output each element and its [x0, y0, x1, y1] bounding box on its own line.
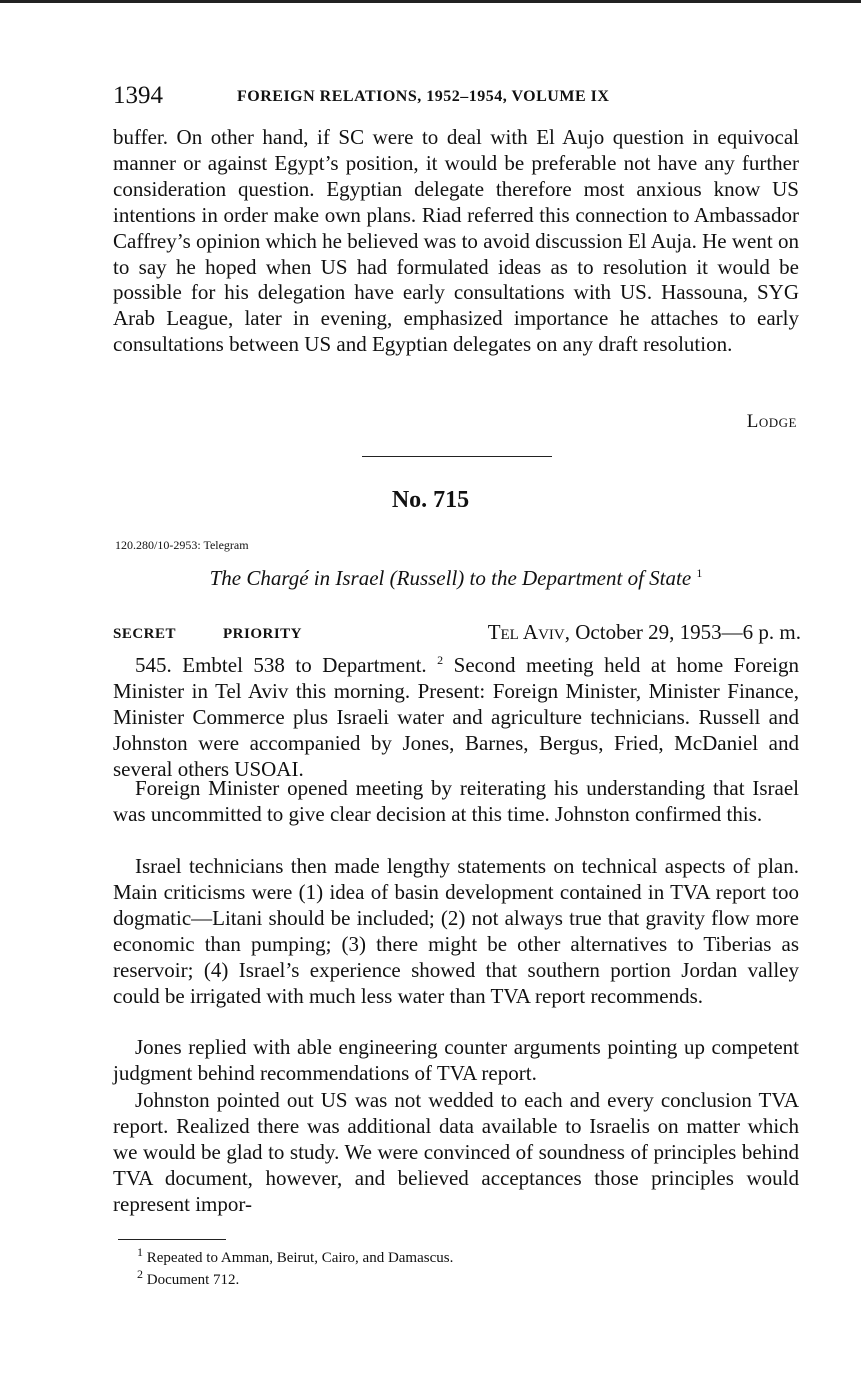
- body-paragraph-4-text: Jones replied with able engineering counter arguments pointing up competent judgment behind recommendations of TVA report.: [113, 1035, 799, 1085]
- footnote-1-mark: 1: [137, 1245, 143, 1259]
- footnote-2: [137, 1267, 239, 1289]
- dateline: [488, 620, 801, 645]
- document-title: [0, 566, 861, 591]
- footnote-1-text: Repeated to Amman, Beirut, Cairo, and Damascus.: [143, 1250, 454, 1266]
- file-reference: 120.280/10-2953: Telegram: [115, 538, 249, 552]
- footnote-divider: [118, 1239, 226, 1240]
- precedence-label: PRIORITY: [223, 626, 303, 642]
- footnote-ref-2: 2: [437, 653, 444, 667]
- footnote-2-mark: 2: [137, 1267, 143, 1281]
- body-paragraph-2: [113, 776, 799, 828]
- body-paragraph-5-text: Johnston pointed out US was not wedded to each and every conclusion TVA report. Realized there was additional data available to Israelis on matter which we would be glad to study. We were convinced of soundness of principles behind TVA document, however, and believed acceptances those principles would represent impor-: [113, 1088, 799, 1216]
- body-paragraph-3-text: Israel technicians then made lengthy statements on technical aspects of plan. Main criticisms were (1) idea of basin development contained in TVA report too dogmatic—Litani should be included; (2) not always true that gravity flow more economic than pumping; (3) there might be other alternatives to Tiberias as reservoir; (4) Israel’s experience showed that southern portion Jordan valley could be irrigated with much less water than TVA report recommends.: [113, 854, 799, 1008]
- document-number: No. 715: [391, 487, 470, 513]
- section-divider: [362, 456, 552, 457]
- signature: Lodge: [746, 411, 797, 432]
- dateline-place: Tel Aviv: [487, 620, 565, 644]
- continuation-paragraph: buffer. On other hand, if SC were to deal with El Aujo question in equivocal manner or against Egypt’s position, it would be preferable not have any further consideration question. Egyptian delegate therefore most anxious know US intentions in order make own plans. Riad referred this connection to Ambassador Caffrey’s opinion which he believed was to avoid discussion El Auja. He went on to say he hoped when US had formulated ideas as to resolution it would be possible for his delegation have early consultations with US. Hassouna, SYG Arab League, later in evening, emphasized importance he attaches to early consultations between US and Egyptian delegates on any draft resolution.: [113, 125, 799, 357]
- body-paragraph-3: [113, 854, 799, 1009]
- body-paragraph-5: [113, 1088, 799, 1218]
- classification-label: SECRET: [113, 626, 177, 642]
- dateline-date: , October 29, 1953—6 p. m.: [564, 620, 801, 644]
- document-title-text: The Chargé in Israel (Russell) to the Department of State: [209, 566, 692, 590]
- page-number: 1394: [113, 82, 163, 109]
- body-paragraph-1-lead: 545. Embtel 538 to Department.: [135, 653, 427, 677]
- body-paragraph-4: [113, 1035, 799, 1087]
- page-top-border: [0, 0, 861, 3]
- running-head: FOREIGN RELATIONS, 1952–1954, VOLUME IX: [237, 88, 610, 105]
- body-paragraph-1-rest: Second meeting held at home Foreign Minister in Tel Aviv this morning. Present: Foreign Minister, Minister Finance, Minister Commerce plus Israeli water and agriculture technicians. Russell and Johnston were accompanied by Jones, Barnes, Bergus, Fried, McDaniel and several others USOAI.: [113, 653, 799, 781]
- footnote-2-text: Document 712.: [143, 1272, 240, 1288]
- body-paragraph-2-text: Foreign Minister opened meeting by reiterating his understanding that Israel was uncommitted to give clear decision at this time. Johnston confirmed this.: [113, 776, 799, 826]
- footnote-ref-1: 1: [696, 566, 703, 580]
- body-paragraph-1: [113, 648, 799, 783]
- classification-line: [113, 620, 803, 646]
- page-header: [113, 82, 803, 112]
- footnote-1: [137, 1245, 453, 1267]
